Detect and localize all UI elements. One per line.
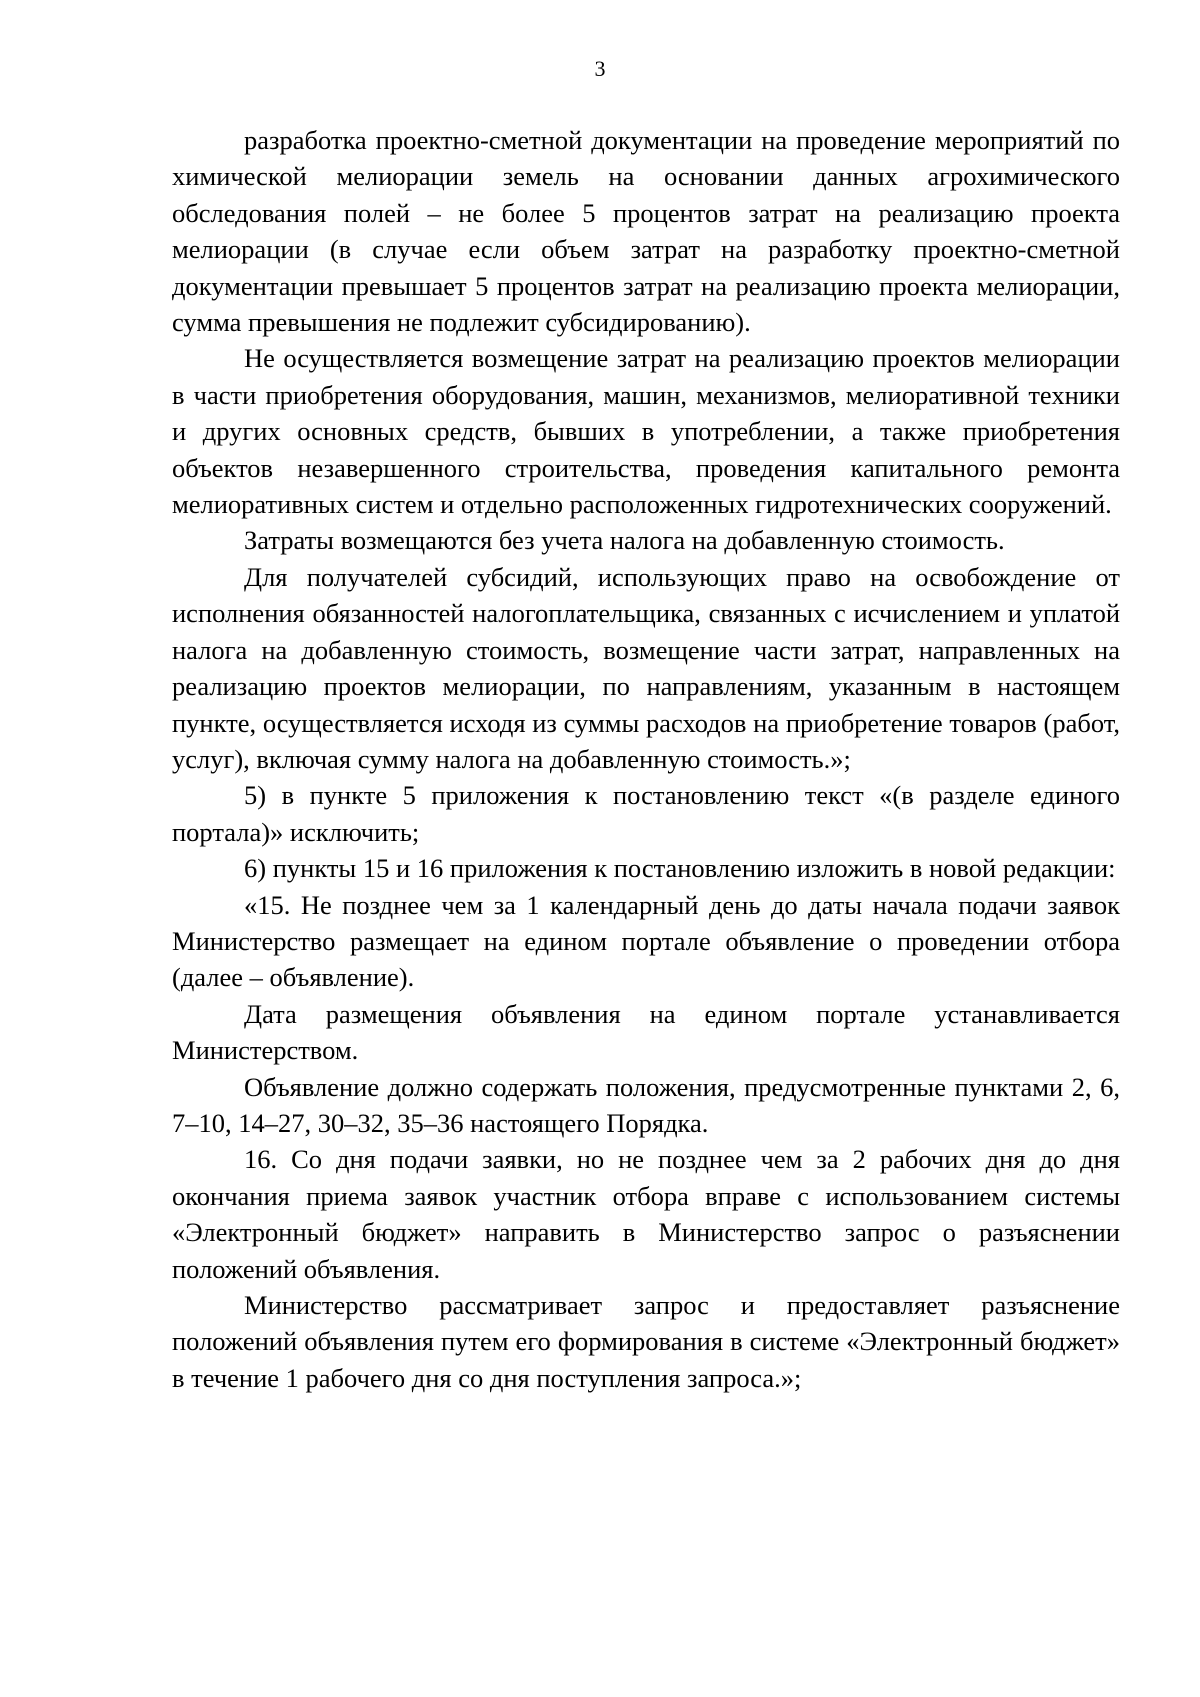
document-body [172,122,1120,1396]
paragraph-vat-exempt-recipients: Для получателей субсидий, использующих право на освобождение от исполнения обязанностей налогоплательщика, связанных с исчислением и уплатой налога на добавленную стоимость, возмещение части затрат, направленных на реализацию проектов мелиорации, по направлениям, указанным в настоящем пункте, осуществляется исходя из суммы расходов на приобретение товаров (работ, услуг), включая сумму налога на добавленную стоимость.»; [172,561,1120,774]
paragraph-announcement-contents: Объявление должно содержать положения, предусмотренные пунктами 2, 6, 7–10, 14–27, 30–32, 35–36 настоящего Порядка. [172,1071,1120,1138]
paragraph-item-6: 6) пункты 15 и 16 приложения к постановлению изложить в новой редакции: [244,853,1116,884]
paragraph-ministry-response: Министерство рассматривает запрос и предоставляет разъяснение положений объявления путем его формирования в системе «Электронный бюджет» в течение 1 рабочего дня со дня поступления запроса.»; [172,1290,1120,1393]
paragraph-vat-excluded: Затраты возмещаются без учета налога на добавленную стоимость. [244,525,1005,556]
paragraph-point-16: 16. Со дня подачи заявки, но не позднее чем за 2 рабочих дня до дня окончания приема заявок участник отбора вправе с использованием системы «Электронный бюджет» направить в Министерство запрос о разъяснении положений объявления. [172,1144,1120,1284]
paragraph-point-15: «15. Не позднее чем за 1 календарный день до даты начала подачи заявок Министерство размещает на едином портале объявление о проведении отбора (далее – объявление). [172,889,1120,993]
paragraph-announcement-date: Дата размещения объявления на едином портале устанавливается Министерством. [172,998,1120,1066]
paragraph-not-reimbursed: Не осуществляется возмещение затрат на реализацию проектов мелиорации в части приобретения оборудования, машин, механизмов, мелиоративной техники и других основных средств, бывших в употреблении, а также приобретения объектов незавершенного строительства, проведения капитального ремонта мелиоративных систем и отдельно расположенных гидротехнических сооружений. [172,343,1120,520]
paragraph-design-documentation: разработка проектно-сметной документации на проведение мероприятий по химической мелиорации земель на основании данных агрохимического обследования полей – не более 5 процентов затрат на реализацию проекта мелиорации (в случае если объем затрат на разработку проектно-сметной документации превышает 5 процентов затрат на реализацию проекта мелиорации, сумма превышения не подлежит субсидированию). [172,125,1120,338]
paragraph-item-5: 5) в пункте 5 приложения к постановлению текст «(в разделе единого портала)» исключить; [172,780,1120,847]
page-number: 3 [594,56,606,81]
